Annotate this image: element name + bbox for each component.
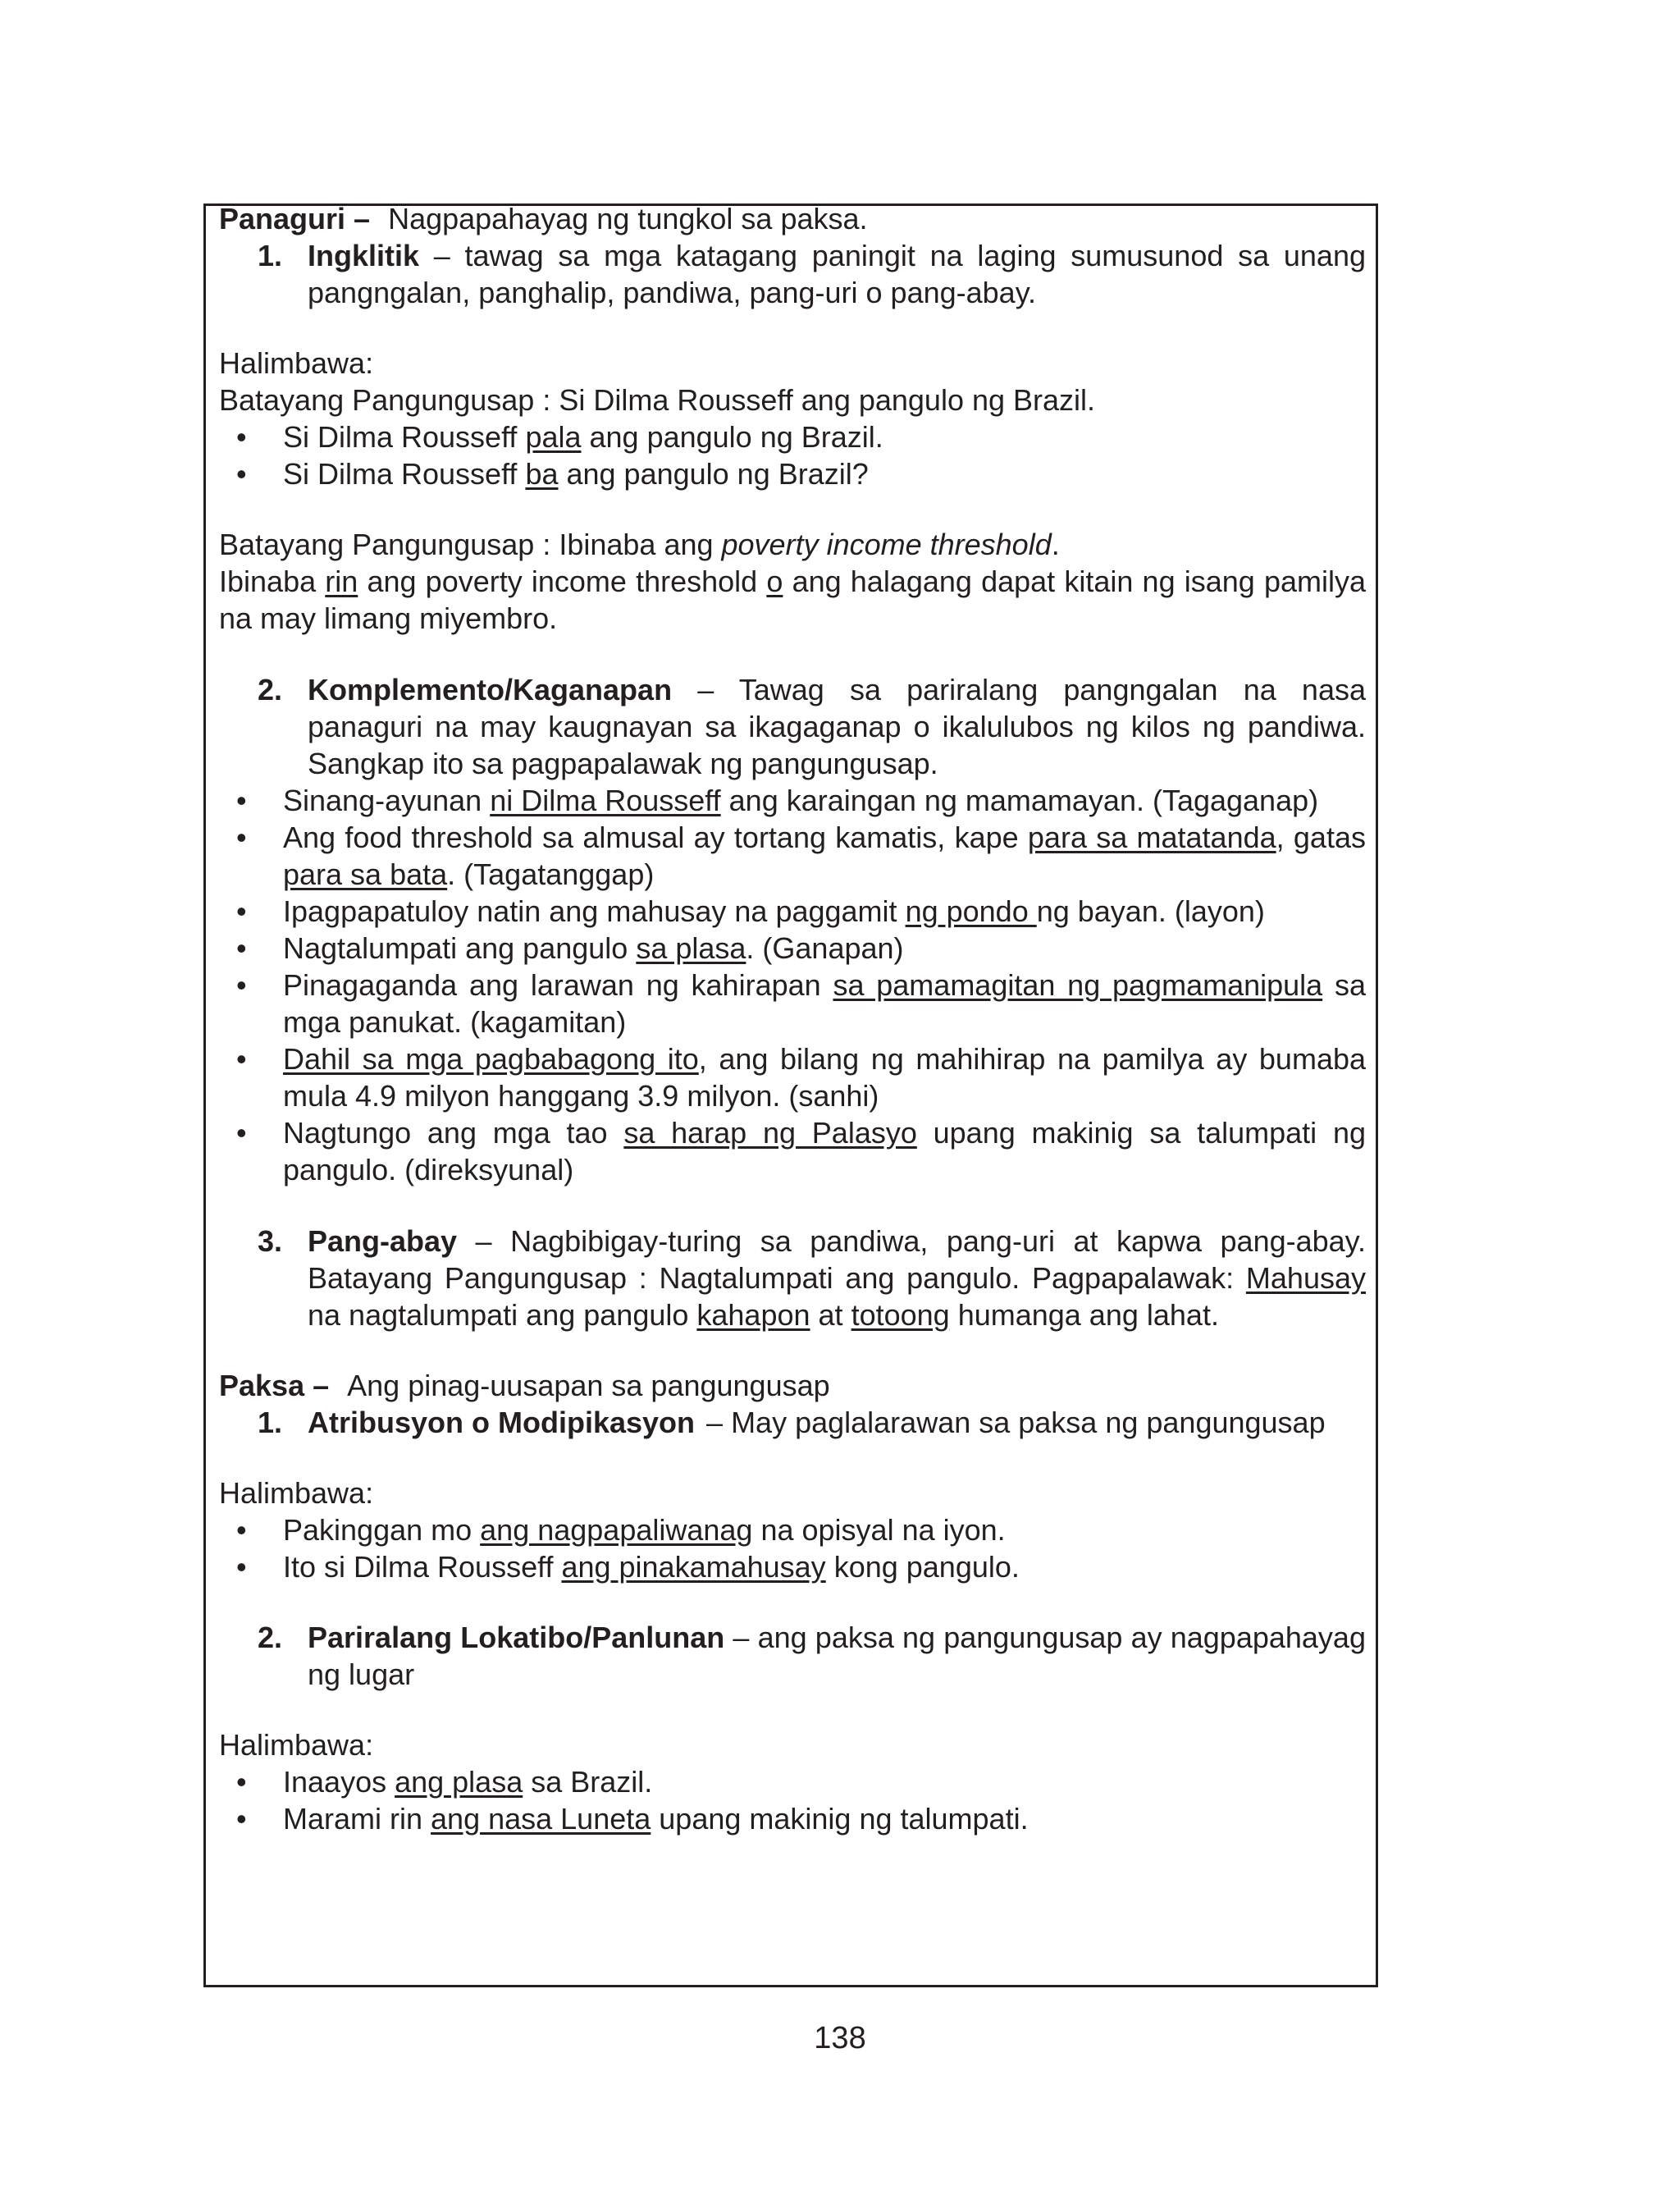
example-sentence: Ibinaba rin ang poverty income threshold o ang halagang dapat kitain ng isang pamilya na may limang miyembro. xyxy=(219,565,1367,635)
list-item: • Nagtalumpati ang pangulo sa plasa. (Ganapan) xyxy=(236,931,904,965)
bullet-icon: • xyxy=(236,1550,247,1584)
example-label: Halimbawa: xyxy=(219,1728,374,1762)
underlined-word: pala xyxy=(525,420,582,454)
underlined-word: rin xyxy=(325,565,358,598)
underlined-phrase: para sa matatanda xyxy=(1027,821,1276,854)
example-label: Halimbawa: xyxy=(219,346,374,380)
item-number: 3. xyxy=(258,1224,283,1258)
bullet-icon: • xyxy=(236,1116,247,1150)
ingklitik-term: Ingklitik xyxy=(308,239,420,272)
list-item: • Marami rin ang nasa Luneta upang makinig ng talumpati. xyxy=(236,1802,1029,1836)
lokatibo-term: Pariralang Lokatibo/Panlunan xyxy=(308,1621,725,1654)
bullet-icon: • xyxy=(236,784,247,817)
lokatibo-item xyxy=(219,1619,1366,1693)
bullet-icon: • xyxy=(236,457,247,491)
ingklitik-item xyxy=(219,237,1366,311)
ingklitik-desc: – tawag sa mga katagang paningit na laging sumusunod sa unang pangngalan, panghalip, pandiwa, pang-uri o pang-abay. xyxy=(308,239,1366,309)
item-number: 1. xyxy=(258,1406,283,1439)
underlined-word: ba xyxy=(525,457,559,491)
paksa-heading-line xyxy=(219,1367,1366,1404)
atribusyon-desc: – May paglalarawan sa paksa ng pangungusap xyxy=(706,1406,1326,1439)
underlined-phrase: ang pinakamahusay xyxy=(561,1550,826,1584)
list-item: • Pakinggan mo ang nagpapaliwanag na opisyal na iyon. xyxy=(236,1513,1006,1547)
komplemento-desc: – Tawag sa pariralang pangngalan na nasa panaguri na may kaugnayan sa ikagaganap o ikalulubos ng kilos ng pandiwa. Sangkap ito sa pagpapalawak ng pangungusap. xyxy=(308,673,1366,780)
bullet-icon: • xyxy=(236,1513,247,1547)
list-item: • Pinagaganda ang larawan ng kahirapan sa pamamagitan ng pagmamanipula sa mga panukat. (kagamitan) xyxy=(236,968,1366,1039)
list-item: • Ipagpapatuloy natin ang mahusay na paggamit ng pondo ng bayan. (layon) xyxy=(236,894,1265,928)
list-item: • Ang food threshold sa almusal ay tortang kamatis, kape para sa matatanda, gatas para sa bata. (Tagatanggap) xyxy=(236,821,1366,891)
underlined-phrase: ang plasa xyxy=(395,1765,523,1799)
paksa-desc: Ang pinag-uusapan sa pangungusap xyxy=(347,1369,830,1402)
list-item: • Dahil sa mga pagbabagong ito, ang bilang ng mahihirap na pamilya ay bumaba mula 4.9 milyon hanggang 3.9 milyon. (sanhi) xyxy=(236,1042,1367,1113)
lokatibo-desc: – ang paksa ng pangungusap ay nagpapahayag ng lugar xyxy=(308,1621,1366,1691)
bullet-icon: • xyxy=(236,1042,247,1076)
panaguri-heading: Panaguri – xyxy=(219,202,371,235)
document-body xyxy=(219,200,1366,1837)
underlined-phrase: ang nagpapaliwanag xyxy=(480,1513,753,1547)
base-sentence: Batayang Pangungusap : Si Dilma Rousseff ang pangulo ng Brazil. xyxy=(219,383,1096,417)
bullet-icon: • xyxy=(236,420,247,454)
example-label: Halimbawa: xyxy=(219,1476,374,1510)
underlined-word: kahapon xyxy=(696,1298,810,1332)
underlined-word: Mahusay xyxy=(1245,1261,1366,1295)
list-item: • Si Dilma Rousseff ba ang pangulo ng Brazil? xyxy=(236,457,869,491)
bullet-icon: • xyxy=(236,1802,247,1836)
underlined-phrase: sa plasa xyxy=(636,931,746,965)
underlined-phrase: sa harap ng Palasyo xyxy=(623,1116,917,1150)
underlined-word: o xyxy=(766,565,783,598)
underlined-phrase: ni Dilma Rousseff xyxy=(490,784,721,817)
bullet-icon: • xyxy=(236,1765,247,1799)
list-item: • Sinang-ayunan ni Dilma Rousseff ang karaingan ng mamamayan. (Tagaganap) xyxy=(236,784,1319,817)
italic-term: poverty income threshold xyxy=(721,528,1052,561)
page-number: 138 xyxy=(814,2021,866,2055)
komplemento-item xyxy=(219,671,1366,782)
item-number: 2. xyxy=(258,673,283,706)
item-number: 2. xyxy=(258,1621,283,1654)
bullet-icon: • xyxy=(236,821,247,854)
pangabay-term: Pang-abay xyxy=(308,1224,458,1258)
underlined-phrase: sa pamamagitan ng pagmamanipula xyxy=(833,968,1323,1002)
underlined-phrase: Dahil sa mga pagbabagong ito xyxy=(283,1042,699,1076)
panaguri-desc: Nagpapahayag ng tungkol sa paksa. xyxy=(388,202,868,235)
atribusyon-item xyxy=(219,1404,1366,1441)
list-item: • Si Dilma Rousseff pala ang pangulo ng Brazil. xyxy=(236,420,883,454)
base-sentence: Batayang Pangungusap : Ibinaba ang poverty income threshold. xyxy=(219,528,1060,561)
list-item: • Ito si Dilma Rousseff ang pinakamahusay kong pangulo. xyxy=(236,1550,1020,1584)
atribusyon-term: Atribusyon o Modipikasyon xyxy=(308,1406,696,1439)
underlined-phrase: ang nasa Luneta xyxy=(431,1802,651,1836)
underlined-word: totoong xyxy=(851,1298,950,1332)
underlined-phrase: ng pondo xyxy=(905,894,1037,928)
pangabay-item: 3. Pang-abay – Nagbibigay-turing sa pandiwa, pang-uri at kapwa pang-abay. Batayang Pangungusap : Nagtalumpati ang pangulo. Pagpapalawak: Mahusay na nagtalumpati ang pangulo kahapon at totoong humanga ang lahat. xyxy=(258,1224,1366,1332)
paksa-heading: Paksa – xyxy=(219,1369,330,1402)
list-item: • Nagtungo ang mga tao sa harap ng Palasyo upang makinig sa talumpati ng pangulo. (direksyunal) xyxy=(236,1116,1366,1186)
list-item: • Inaayos ang plasa sa Brazil. xyxy=(236,1765,653,1799)
bullet-icon: • xyxy=(236,968,247,1002)
komplemento-term: Komplemento/Kaganapan xyxy=(308,673,673,706)
bullet-icon: • xyxy=(236,931,247,965)
underlined-phrase: para sa bata xyxy=(283,857,448,891)
panaguri-heading-line xyxy=(219,200,1366,237)
item-number: 1. xyxy=(258,239,283,272)
bullet-icon: • xyxy=(236,894,247,928)
